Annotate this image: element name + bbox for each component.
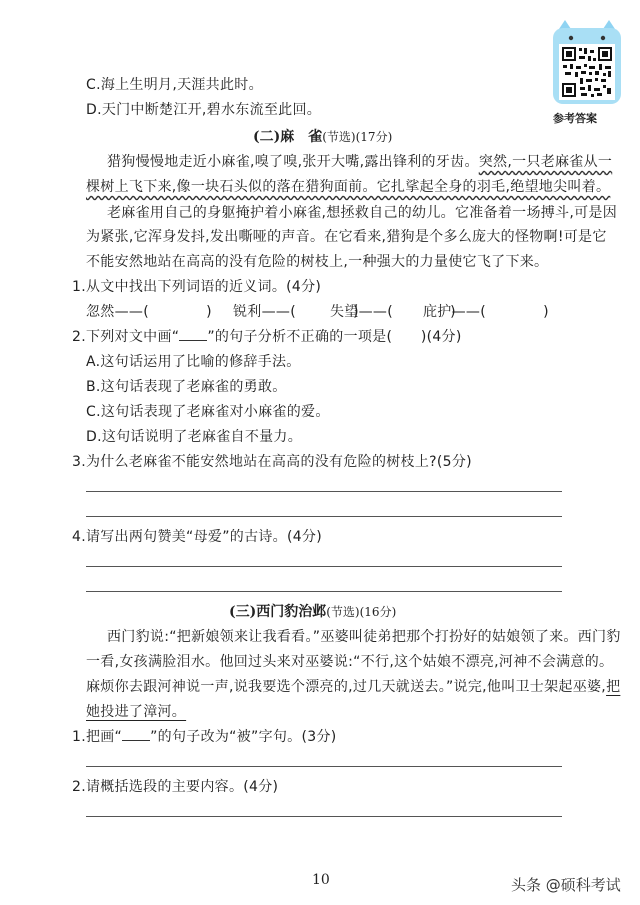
synonym-word-1[interactable]: 忽然——( ) — [86, 304, 212, 320]
question-2-2 — [72, 328, 462, 346]
question-2-4: 4.请写出两句赞美“母爱”的古诗。(4分) — [72, 529, 322, 545]
question-2-2-option-a[interactable]: A.这句话运用了比喻的修辞手法。 — [86, 354, 301, 370]
synonym-word-3[interactable]: 失望——( ) — [330, 304, 456, 320]
page-number: 10 — [312, 872, 330, 888]
question-3-2: 2.请概括选段的主要内容。(4分) — [72, 779, 279, 795]
section-2-title-main: (二)麻 雀 — [253, 129, 323, 145]
section-2-title-sub: (节选)(17分) — [322, 130, 393, 144]
option-d: D.天门中断楚江开,碧水东流至此回。 — [86, 102, 322, 118]
question-2-2-post: ”的句子分析不正确的一项是( )(4分) — [207, 329, 462, 345]
question-2-2-option-d[interactable]: D.这句话说明了老麻雀自不量力。 — [86, 429, 303, 445]
section-3-title-main: (三)西门豹治邺 — [229, 604, 327, 620]
answer-line[interactable] — [86, 591, 562, 592]
passage-3-underlined-start: 把 — [606, 679, 621, 695]
answer-line[interactable] — [86, 516, 562, 517]
passage-3-line-4 — [86, 703, 186, 721]
passage-2-line-3: 老麻雀用自己的身躯掩护着小麻雀,想拯救自己的幼儿。它准备着一场搏斗,可是因 — [107, 205, 617, 221]
question-2-3: 3.为什么老麻雀不能安然地站在高高的没有危险的树枝上?(5分) — [72, 454, 472, 470]
passage-3-line-2: 一看,女孩满脸泪水。他回过头来对巫婆说:“不行,这个姑娘不漂亮,河神不会满意的。 — [86, 654, 614, 670]
qr-code-image[interactable] — [551, 18, 623, 106]
synonym-word-2[interactable]: 锐利——( ) — [233, 304, 359, 320]
passage-3-line-3-text: 麻烦你去跟河神说一声,说我要选个漂亮的,过几天就送去。”说完,他叫卫士架起巫婆, — [86, 679, 607, 695]
footer-watermark: 头条 @硕科考试 — [511, 876, 621, 894]
passage-2-wave-1: 突然,一只老麻雀从一 — [478, 154, 613, 170]
synonym-word-4[interactable]: 庇护——( ) — [423, 304, 549, 320]
section-3-title — [229, 603, 396, 621]
section-2-title — [253, 128, 392, 146]
question-2-2-option-b[interactable]: B.这句话表现了老麻雀的勇敢。 — [86, 379, 287, 395]
answer-line[interactable] — [86, 816, 562, 817]
passage-3-line-1: 西门豹说:“把新娘领来让我看看。”巫婆叫徒弟把那个打扮好的姑娘领了来。西门豹 — [107, 629, 621, 645]
question-3-1-post: ”的句子改为“被”字句。(3分) — [150, 729, 337, 745]
answer-line[interactable] — [86, 766, 562, 767]
answer-key-label: 参考答案 — [553, 112, 597, 125]
wavy-line-marker — [179, 328, 207, 341]
passage-2-line-1 — [107, 153, 612, 171]
question-2-1: 1.从文中找出下列词语的近义词。(4分) — [72, 279, 322, 295]
question-2-2-option-c[interactable]: C.这句话表现了老麻雀对小麻雀的爱。 — [86, 404, 330, 420]
question-3-1-pre: 1.把画“ — [72, 729, 123, 745]
passage-2-plain: 猎狗慢慢地走近小麻雀,嗅了嗅,张开大嘴,露出锋利的牙齿。 — [107, 154, 479, 170]
section-3-title-sub: (节选)(16分) — [326, 605, 397, 619]
underline-marker — [122, 728, 150, 741]
passage-3-underlined-end: 她投进了漳河。 — [86, 704, 187, 720]
question-2-2-pre: 2.下列对文中画“ — [72, 329, 180, 345]
passage-2-line-4: 为紧张,它浑身发抖,发出嘶哑的声音。在它看来,猎狗是个多么庞大的怪物啊!可是它 — [86, 229, 607, 245]
passage-3-line-3 — [86, 678, 620, 696]
question-3-1 — [72, 728, 337, 746]
passage-2-line-2 — [86, 178, 610, 196]
answer-line[interactable] — [86, 491, 562, 492]
option-c: C.海上生明月,天涯共此时。 — [86, 77, 263, 93]
passage-2-wave-2: 棵树上飞下来,像一块石头似的落在猎狗面前。它扎挲起全身的羽毛,绝望地尖叫着。 — [86, 179, 611, 195]
answer-line[interactable] — [86, 566, 562, 567]
passage-2-line-5: 不能安然地站在高高的没有危险的树枝上,一种强大的力量使它飞了下来。 — [86, 254, 549, 270]
